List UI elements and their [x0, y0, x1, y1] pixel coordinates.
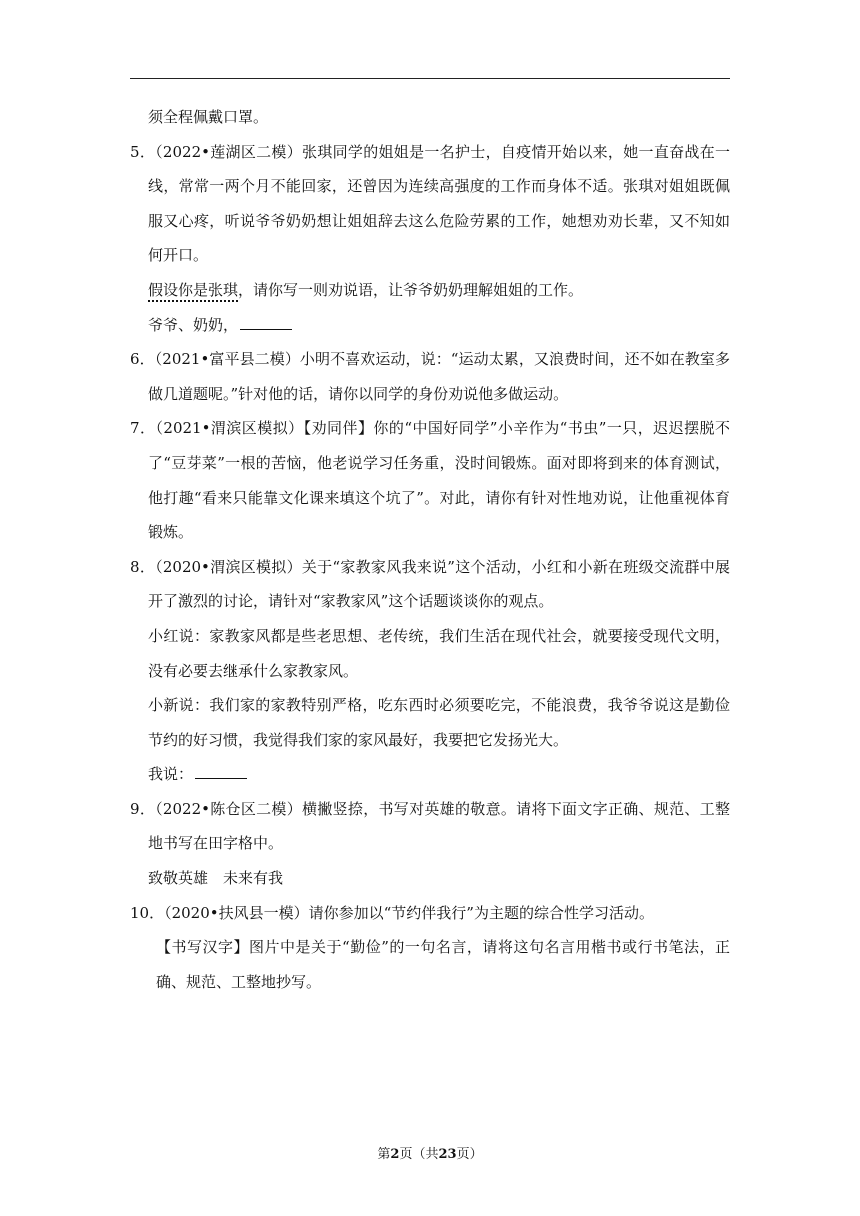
document-body [130, 100, 730, 999]
page-footer [0, 1143, 860, 1162]
answer-blank[interactable] [195, 764, 247, 779]
question-text: （2020•扶风县一模）请你参加以“节约伴我行”为主题的综合性学习活动。 [164, 903, 654, 922]
footer-pre: 第 [377, 1147, 391, 1162]
question-number: 10． [130, 903, 165, 922]
current-page-number: 2 [390, 1147, 400, 1162]
question-text: （2021•渭滨区模拟）【劝同伴】你的“中国好同学”小辛作为“书虫”一只，迟迟摆脱不了“豆芽菜”一根的苦恼，他老说学习任务重，没时间锻炼。面对即将到来的体育测试，他打趣“看来只能靠文化课来填这个坑了”。对此，请你有针对性地劝说，让他重视体育锻炼。 [148, 419, 731, 542]
question-number: 8． [130, 557, 156, 576]
xiaohong-statement: 小红说：家教家风都是些老思想、老传统，我们生活在现代社会，就要接受现代文明，没有必要去继承什么家教家风。 [148, 626, 730, 680]
question-9 [130, 792, 730, 861]
answer-blank[interactable] [240, 315, 292, 330]
question-10-subtask: 【书写汉字】图片中是关于“勤俭”的一句名言，请将这句名言用楷书或行书笔法，正确、规范、工整地抄写。 [156, 938, 730, 991]
xiaoxin-statement: 小新说：我们家的家教特别严格，吃东西时必须要吃完，不能浪费，我爷爷说这是勤俭节约的好习惯，我觉得我们家的家风最好，我要把它发扬光大。 [148, 696, 730, 749]
question-number: 6． [130, 350, 155, 369]
question-text: （2021•富平县二模）小明不喜欢运动，说：“运动太累，又浪费时间，还不如在教室多做几道题呢。”针对他的话，请你以同学的身份劝说他多做运动。 [148, 350, 730, 403]
question-8 [130, 550, 730, 619]
footer-mid: 页（共 [399, 1147, 439, 1162]
total-pages: 23 [438, 1147, 457, 1162]
question-5 [130, 135, 730, 273]
question-8-answer [130, 757, 730, 792]
question-number: 7． [130, 419, 156, 438]
question-number: 5． [130, 142, 156, 161]
answer-prefix: 我说： [148, 765, 194, 784]
question-text: （2022•莲湖区二模）张琪同学的姐姐是一名护士，自疫情开始以来，她一直奋战在一线，常常一两个月不能回家，还曾因为连续高强度的工作而身体不适。张琪对姐姐既佩服又心疼，听说爷爷奶奶想让姐姐辞去这么危险劳累的工作，她想劝劝长辈，又不知如何开口。 [148, 142, 730, 265]
instruction-text: ，请你写一则劝说语，让爷爷奶奶理解姐姐的工作。 [238, 280, 584, 299]
question-6 [130, 342, 730, 411]
question-9-phrase: 致敬英雄 未来有我 [148, 869, 284, 888]
question-text: （2022•陈仓区二模）横撇竖捺，书写对英雄的敬意。请将下面文字正确、规范、工整地书写在田字格中。 [148, 799, 730, 853]
header-rule [130, 78, 730, 79]
emphasis-dotted-text: 假设你是张琪 [148, 280, 239, 299]
question-7 [130, 411, 730, 549]
question-number: 9． [130, 799, 156, 818]
question-5-instruction [130, 273, 730, 308]
question-10 [130, 896, 730, 931]
continued-text: 须全程佩戴口罩。 [148, 108, 269, 126]
footer-post: 页） [456, 1147, 483, 1162]
question-5-answer [130, 308, 730, 343]
question-text: （2020•渭滨区模拟）关于“家教家风我来说”这个活动，小红和小新在班级交流群中展开了激烈的讨论，请针对“家教家风”这个话题谈谈你的观点。 [148, 557, 730, 611]
answer-prefix: 爷爷、奶奶， [148, 315, 239, 334]
